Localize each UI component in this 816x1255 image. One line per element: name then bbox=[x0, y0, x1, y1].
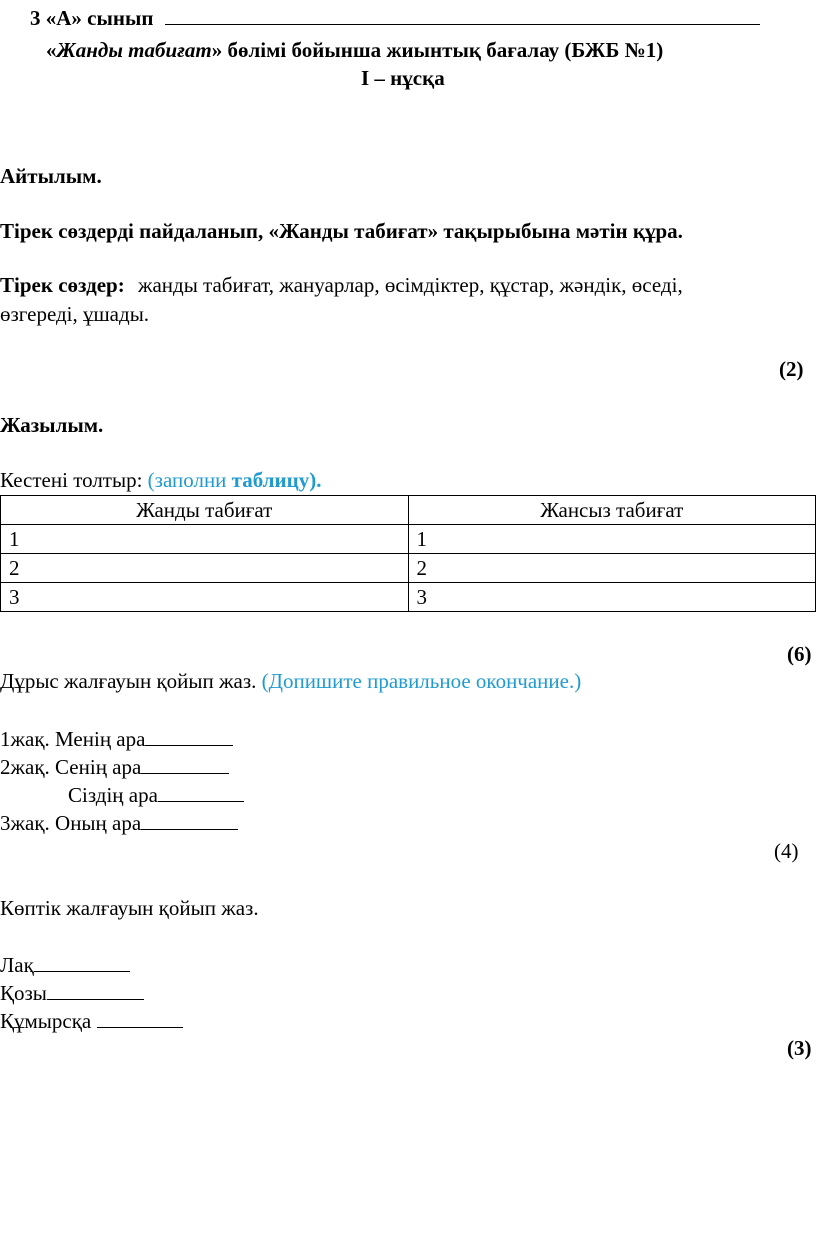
variant-label: І – нұсқа bbox=[361, 66, 445, 90]
keywords-label: Тірек сөздер: bbox=[0, 273, 125, 297]
answer-blank[interactable] bbox=[145, 727, 233, 746]
ending-task-ru: (Допишите правильное окончание.) bbox=[261, 669, 582, 693]
ending-item: 3жақ. Оның ара bbox=[0, 811, 238, 835]
plural-task: Көптік жалғауын қойып жаз. bbox=[0, 896, 259, 920]
keywords-line-1 bbox=[0, 273, 683, 297]
table-task bbox=[0, 468, 321, 492]
speaking-heading: Айтылым. bbox=[0, 164, 102, 188]
ending-task-kz: Дұрыс жалғауын қойып жаз. bbox=[0, 669, 257, 693]
ending-item: Сіздің ара bbox=[68, 783, 244, 807]
keywords-line-2: өзгереді, ұшады. bbox=[0, 302, 150, 326]
table-header-cell: Жансыз табиғат bbox=[408, 496, 816, 525]
table-cell[interactable]: 2 bbox=[1, 554, 409, 583]
speaking-score: (2) bbox=[779, 357, 804, 381]
table-cell[interactable]: 1 bbox=[408, 525, 816, 554]
ending-task bbox=[0, 669, 581, 693]
ending-item: 2жақ. Сенің ара bbox=[0, 755, 229, 779]
assessment-title: «Жанды табиғат» бөлімі бойынша жиынтық бағалау (БЖБ №1) bbox=[46, 38, 664, 62]
table-cell[interactable]: 3 bbox=[408, 583, 816, 612]
table-header-row bbox=[1, 496, 816, 525]
keywords-text: жанды табиғат, жануарлар, өсімдіктер, құстар, жәндік, өседі, bbox=[137, 273, 683, 297]
answer-blank[interactable] bbox=[141, 811, 238, 830]
class-line bbox=[30, 6, 760, 30]
class-label: 3 «А» сынып bbox=[30, 6, 154, 30]
table-cell[interactable]: 2 bbox=[408, 554, 816, 583]
ending-item: 1жақ. Менің ара bbox=[0, 727, 233, 751]
table-score: (6) bbox=[787, 642, 812, 666]
table-header-cell: Жанды табиғат bbox=[1, 496, 409, 525]
ending-score: (4) bbox=[774, 839, 799, 863]
answer-blank[interactable] bbox=[97, 1009, 183, 1028]
table-row bbox=[1, 554, 816, 583]
table-row bbox=[1, 525, 816, 554]
plural-item: Құмырсқа bbox=[0, 1009, 183, 1033]
plural-score: (3) bbox=[787, 1036, 812, 1060]
plural-item: Қозы bbox=[0, 981, 144, 1005]
table-task-ru: (заполни таблицу). bbox=[147, 468, 322, 492]
table-cell[interactable]: 1 bbox=[1, 525, 409, 554]
answer-blank[interactable] bbox=[158, 783, 244, 802]
speaking-task: Тірек сөздерді пайдаланып, «Жанды табиғат» тақырыбына мәтін құра. bbox=[0, 219, 683, 243]
table-cell[interactable]: 3 bbox=[1, 583, 409, 612]
answer-blank[interactable] bbox=[34, 953, 130, 972]
class-name-blank[interactable] bbox=[165, 6, 760, 25]
table-task-kz: Кестені толтыр: bbox=[0, 468, 143, 492]
answer-blank[interactable] bbox=[47, 981, 144, 1000]
title-topic: Жанды табиғат bbox=[56, 38, 212, 62]
plural-item: Лақ bbox=[0, 953, 130, 977]
answer-blank[interactable] bbox=[141, 755, 229, 774]
fill-table bbox=[0, 495, 816, 612]
writing-heading: Жазылым. bbox=[0, 413, 104, 437]
table-row bbox=[1, 583, 816, 612]
